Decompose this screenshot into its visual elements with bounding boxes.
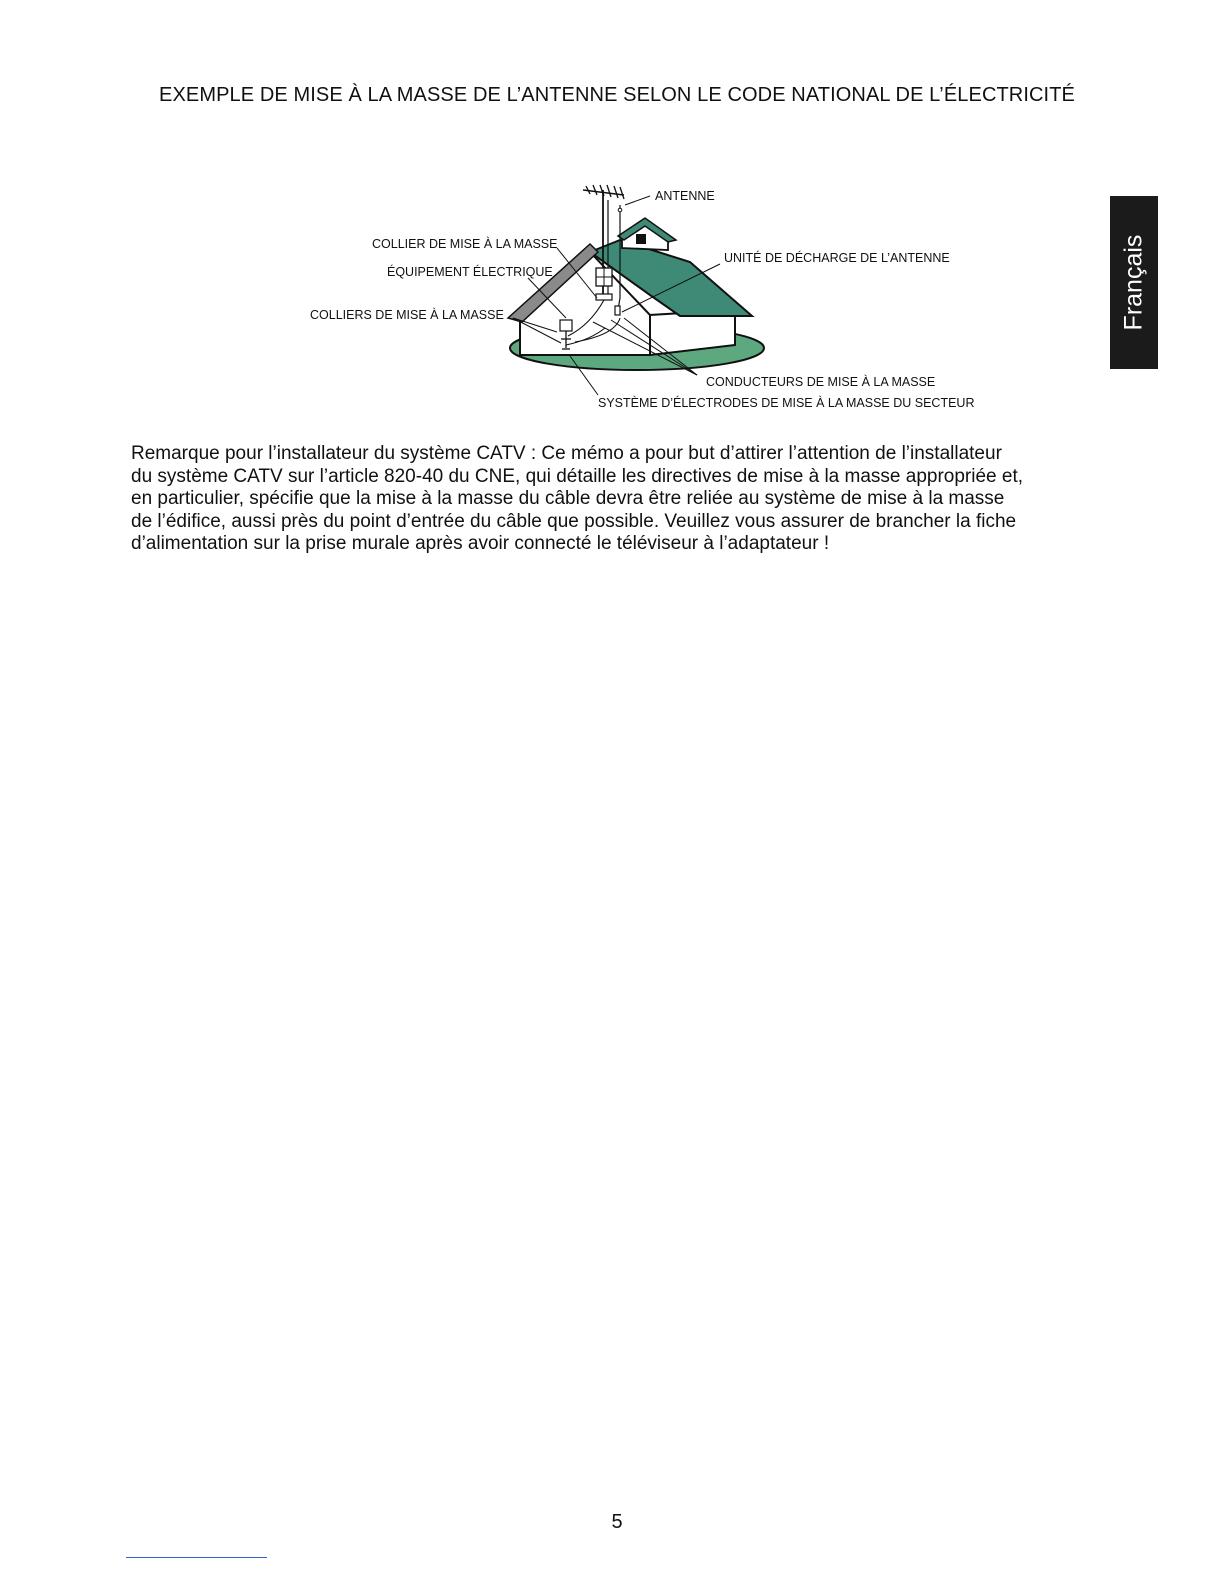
page-title: EXEMPLE DE MISE À LA MASSE DE L’ANTENNE SELON LE CODE NATIONAL DE L’ÉLECTRICITÉ — [159, 84, 1075, 106]
label-electric-equipment: ÉQUIPEMENT ÉLECTRIQUE — [387, 265, 553, 279]
page-number: 5 — [611, 1511, 623, 1533]
installer-note — [131, 443, 1101, 556]
antenna-grounding-diagram — [300, 175, 1020, 420]
note-line: Remarque pour l’installateur du système CATV : Ce mémo a pour but d’attirer l’attention de l’installateur — [131, 443, 1002, 464]
discharge-unit-icon — [615, 306, 620, 315]
label-antenna: ANTENNE — [655, 189, 715, 203]
language-tab — [1110, 196, 1158, 369]
footer-divider — [126, 1557, 267, 1558]
label-antenna-discharge-unit: UNITÉ DE DÉCHARGE DE L’ANTENNE — [724, 251, 950, 265]
label-grounding-conductors: CONDUCTEURS DE MISE À LA MASSE — [706, 375, 936, 389]
note-line: d’alimentation sur la prise murale après avoir connecté le téléviseur à l’adaptateur ! — [131, 533, 830, 554]
dormer-window — [636, 234, 646, 244]
note-line: en particulier, spécifie que la mise à la masse du câble devra être reliée au système de mise à la masse — [131, 488, 1005, 509]
note-line: du système CATV sur l’article 820-40 du CNE, qui détaille les directives de mise à la masse appropriée et, — [131, 465, 1023, 487]
label-ground-clamps: COLLIERS DE MISE À LA MASSE — [310, 308, 504, 322]
label-power-service-grounding: SYSTÈME D’ÉLECTRODES DE MISE À LA MASSE DU SECTEUR — [598, 396, 975, 410]
service-box-icon — [560, 320, 572, 331]
note-line: de l’édifice, aussi près du point d’entrée du câble que possible. Veuillez vous assurer de brancher la fiche — [131, 510, 1017, 532]
language-tab-label: Français — [1119, 234, 1148, 331]
label-ground-clamp: COLLIER DE MISE À LA MASSE — [372, 237, 558, 251]
